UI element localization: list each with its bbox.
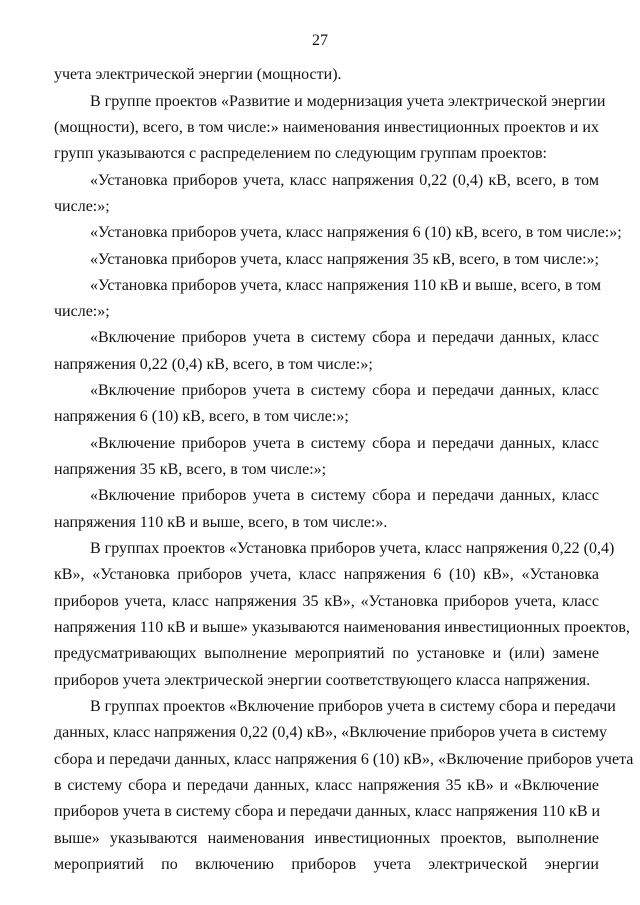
- text-line: учета электрической энергии (мощности).: [54, 66, 342, 83]
- page-number: 27: [312, 32, 328, 49]
- text-line: кВ», «Установка приборов учета, класс напряжения 6 (10) кВ», «Установка: [54, 566, 599, 583]
- text-line: «Установка приборов учета, класс напряжения 110 кВ и выше, всего, в том: [90, 277, 601, 294]
- text-line: числе:»;: [54, 198, 110, 215]
- text-line: напряжения 6 (10) кВ, всего, в том числе:»;: [54, 408, 349, 425]
- text-line: мероприятий по включению приборов учета электрической энергии: [54, 856, 599, 873]
- text-line: В группах проектов «Включение приборов учета в систему сбора и передачи: [90, 698, 616, 715]
- text-line: сбора и передачи данных, класс напряжения 6 (10) кВ», «Включение приборов учета: [54, 751, 634, 768]
- text-line: приборов учета, класс напряжения 35 кВ», «Установка приборов учета, класс: [54, 593, 599, 610]
- text-line: «Включение приборов учета в систему сбора и передачи данных, класс: [90, 435, 599, 452]
- text-line: «Установка приборов учета, класс напряжения 35 кВ, всего, в том числе:»;: [90, 251, 599, 268]
- text-line: данных, класс напряжения 0,22 (0,4) кВ», «Включение приборов учета в систему: [54, 724, 608, 741]
- text-line: напряжения 0,22 (0,4) кВ, всего, в том числе:»;: [54, 356, 373, 373]
- text-line: «Включение приборов учета в систему сбора и передачи данных, класс: [90, 382, 599, 399]
- text-line: напряжения 35 кВ, всего, в том числе:»;: [54, 461, 327, 478]
- text-line: (мощности), всего, в том числе:» наименования инвестиционных проектов и их: [54, 119, 599, 136]
- text-line: «Установка приборов учета, класс напряжения 6 (10) кВ, всего, в том числе:»;: [90, 224, 622, 241]
- text-line: групп указываются с распределением по следующим группам проектов:: [54, 145, 547, 162]
- text-line: приборов учета электрической энергии соответствующего класса напряжения.: [54, 672, 591, 689]
- text-line: напряжения 110 кВ и выше, всего, в том числе:».: [54, 514, 388, 531]
- text-line: «Установка приборов учета, класс напряжения 0,22 (0,4) кВ, всего, в том: [90, 172, 599, 189]
- text-line: приборов учета в систему сбора и передачи данных, класс напряжения 110 кВ и: [54, 803, 601, 820]
- text-line: числе:»;: [54, 303, 110, 320]
- text-line: напряжения 110 кВ и выше» указываются наименования инвестиционных проектов,: [54, 619, 630, 636]
- text-line: В группе проектов «Развитие и модернизация учета электрической энергии: [90, 93, 606, 110]
- text-line: предусматривающих выполнение мероприятий по установке и (или) замене: [54, 645, 599, 662]
- text-line: В группах проектов «Установка приборов учета, класс напряжения 0,22 (0,4): [90, 540, 615, 557]
- text-line: «Включение приборов учета в систему сбора и передачи данных, класс: [90, 487, 599, 504]
- text-line: выше» указываются наименования инвестиционных проектов, выполнение: [54, 830, 599, 847]
- text-line: в систему сбора и передачи данных, класс напряжения 35 кВ» и «Включение: [54, 777, 599, 794]
- text-line: «Включение приборов учета в систему сбора и передачи данных, класс: [90, 329, 599, 346]
